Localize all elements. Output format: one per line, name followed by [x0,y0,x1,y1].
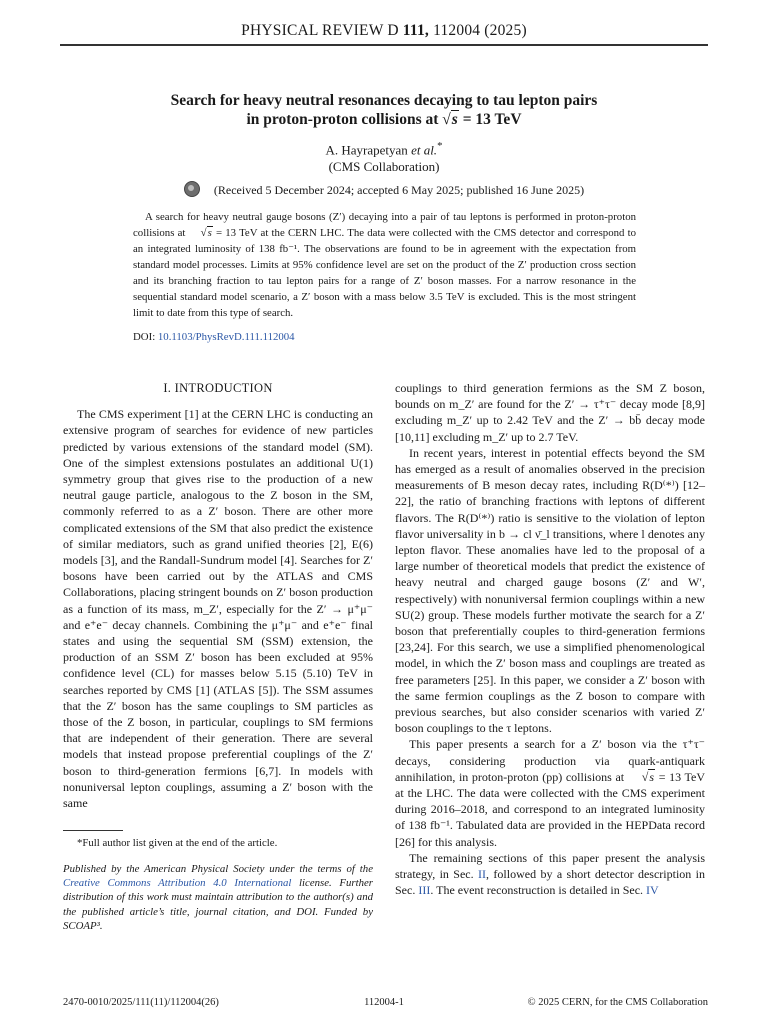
journal-header [60,22,708,40]
p3-sqrt-s [628,769,655,785]
collaboration: (CMS Collaboration) [328,159,440,175]
intro-right-paragraph-2: In recent years, interest in potential effects beyond the SM has emerged as a result of anomalies observed in the precision measurements of B meson decay rates, including R(D⁽*⁾) [12–22], the ratio of branching fractions with leptons of different flavors. The R(D⁽*⁾) ratio is sensitive to the violation of lepton flavor universality in b → cl ν̄_l transitions, where l denotes any lepton flavor. These anomalies have led to the proposal of a large number of theoretical models that predict the existence of heavy neutral and charged gauge bosons (Z′ and W′, respectively) with nonuniversal fermion couplings within a new SU(2) group. These models further motivate the search for a Z′ boson that preferentially couples to third-generation fermions [23,24]. For this search, we use a simplified phenomenological model, in which the Z′ boson mass and couplings are treated as free parameters [25]. In this paper, we consider a Z′ boson with the same fermion couplings as the Z boson to compare with previous searches, but also consider scenarios with varied Z′ boson couplings to the τ leptons. [395,445,705,736]
p3-sqrt-symbol: √ [641,769,649,784]
journal-name: PHYSICAL REVIEW D [241,22,399,39]
paper-title [100,91,668,129]
abstract-sqrt-s [189,225,213,241]
intro-right-paragraph-3 [395,736,705,849]
footnote-rule [63,830,123,831]
intro-right-paragraph-1: couplings to third generation fermions as the SM Z boson, bounds on m_Z′ are found for the Z′ → τ⁺τ⁻ decay mode [8,9] excluding m_Z′ up to 2.42 TeV and the Z′ → bb̄ decay mode [10,11] excluding m_Z′ up to 2.7 TeV. [395,381,705,444]
p4-part-a: The remaining sections of this paper present the analysis strategy, in Sec. [395,850,705,882]
footer-code: 2470-0010/2025/111(11)/112004(26) [63,997,219,1008]
crossmark-icon[interactable] [184,181,200,197]
p3-sqrt-var: s [649,769,655,784]
title-line-1: Search for heavy neutral resonances decaying to tau lepton pairs [170,92,598,109]
doi-link[interactable]: 10.1103/PhysRevD.111.112004 [157,331,295,343]
abstract-part-1: A search for heavy neutral gauge bosons (Z′) decaying into a pair of tau leptons is performed in proton-proton collisions at [133,211,636,239]
sqrt-var: s [451,111,458,128]
right-column [395,380,705,899]
title-line-2-suffix: = 13 TeV [458,111,522,128]
p4-part-b: , followed by a short detector description in Sec. [395,867,706,898]
abstract-sqrt-symbol: √ [200,227,207,239]
doi [133,331,295,343]
journal-article: 112004 (2025) [433,22,527,39]
journal-volume: 111, [402,22,430,39]
doi-label: DOI: [133,331,156,343]
title-line-2-prefix: in proton-proton collisions at [246,111,439,128]
section-link-iii[interactable]: III [418,883,431,898]
section-link-ii[interactable]: II [478,867,487,882]
author-line [100,138,668,158]
p3-part-b: = 13 TeV at the LHC. The data were collected with the CMS experiment during 2016–2018, and correspond to an integrated luminosity of 138 fb⁻¹. Tabulated data are provided in the HEPData record [26] for this analysis. [395,769,706,849]
received-dates [100,181,668,198]
abstract-sqrt-var: s [207,227,212,239]
abstract-part-2: = 13 TeV at the CERN LHC. The data were collected with the CMS detector and correspond to an integrated luminosity of 138 fb⁻¹. The observations are found to be in agreement with the expectation from standard model processes. Limits at 95% confidence level are set on the product of the Z′ production cross section and its branching fraction to tau lepton pairs for a range of Z′ boson masses. For a narrow resonance in the sequential standard model scenario, a Z′ boson with a mass below 3.5 TeV is excluded. This is the most stringent limit to date from this type of search. [133,227,637,319]
license-link[interactable]: Creative Commons Attribution 4.0 International [63,877,292,890]
footer-copyright: © 2025 CERN, for the CMS Collaboration [527,997,708,1008]
footer-page-number: 112004-1 [364,997,404,1008]
p4-part-c: . The event reconstruction is detailed in Sec. [430,883,647,898]
abstract [133,209,636,321]
license-part-a: Published by the American Physical Society under the terms of the [63,863,373,875]
sqrt-s [442,110,459,129]
title-line-2 [100,110,668,129]
intro-left-paragraph: The CMS experiment [1] at the CERN LHC is conducting an extensive program of searches for evidence of new particles predicted by various extensions of the standard model (SM). One of the simplest extensions postulates an additional U(1) symmetry group that gives rise to the production of a new neutral gauge particle, analogous to the Z boson in the SM, commonly referred to as a Z′ boson. There are other more complicated extensions of the SM that also predict the existence of similar mediators, such as grand unified theories [2], E(6) models [3], and the Randall-Sundrum model [4]. Searches for Z′ bosons have been carried out by the ATLAS and CMS Collaborations, placing stringent bounds on Z′ boson production as a function of its mass, m_Z′, especially for the Z′ → μ⁺μ⁻ and e⁺e⁻ decay channels. Combining the μ⁺μ⁻ and e⁺e⁻ final states and using the sequential SM (SSM) extension, the production of an SSM Z′ boson has been excluded at 95% confidence level (CL) for masses below 5.15 (5.10) TeV in searches reported by CMS [1] (ATLAS [5]). The SSM assumes that the Z′ boson has the same couplings to SM particles as those of the Z boson, in particular, couplings to SM fermions that are independent of their generation. There are several models that instead propose preferential couplings of the Z′ boson to third-generation fermions [6,7]. In models with nonuniversal lepton couplings, assuming a Z′ boson with the same [63,407,373,811]
header-rule [60,44,708,46]
section-link-iv[interactable]: IV [646,883,659,898]
authors [100,138,668,175]
license-part-b: license. Further distribution of this work must maintain attribution to the author(s) and the published article’s title, journal citation, and DOI. Funded by SCOAP³. [63,877,373,932]
footnote: *Full author list given at the end of the article. [77,837,278,849]
author-name: A. Hayrapetyan [325,142,408,158]
sqrt-symbol: √ [442,111,451,128]
license-statement [63,862,373,933]
section-heading-introduction: I. INTRODUCTION [163,381,273,395]
received-text: (Received 5 December 2024; accepted 6 May 2025; published 16 June 2025) [213,183,585,197]
p3-part-a: This paper presents a search for a Z′ boson via the τ⁺τ⁻ decays, considering production via quark-antiquark annihilation, in proton-proton (pp) collisions at [395,737,705,784]
author-mark: * [437,140,443,152]
author-etal: et al. [411,142,438,158]
intro-right-paragraph-4 [395,850,705,899]
left-column [63,380,373,811]
